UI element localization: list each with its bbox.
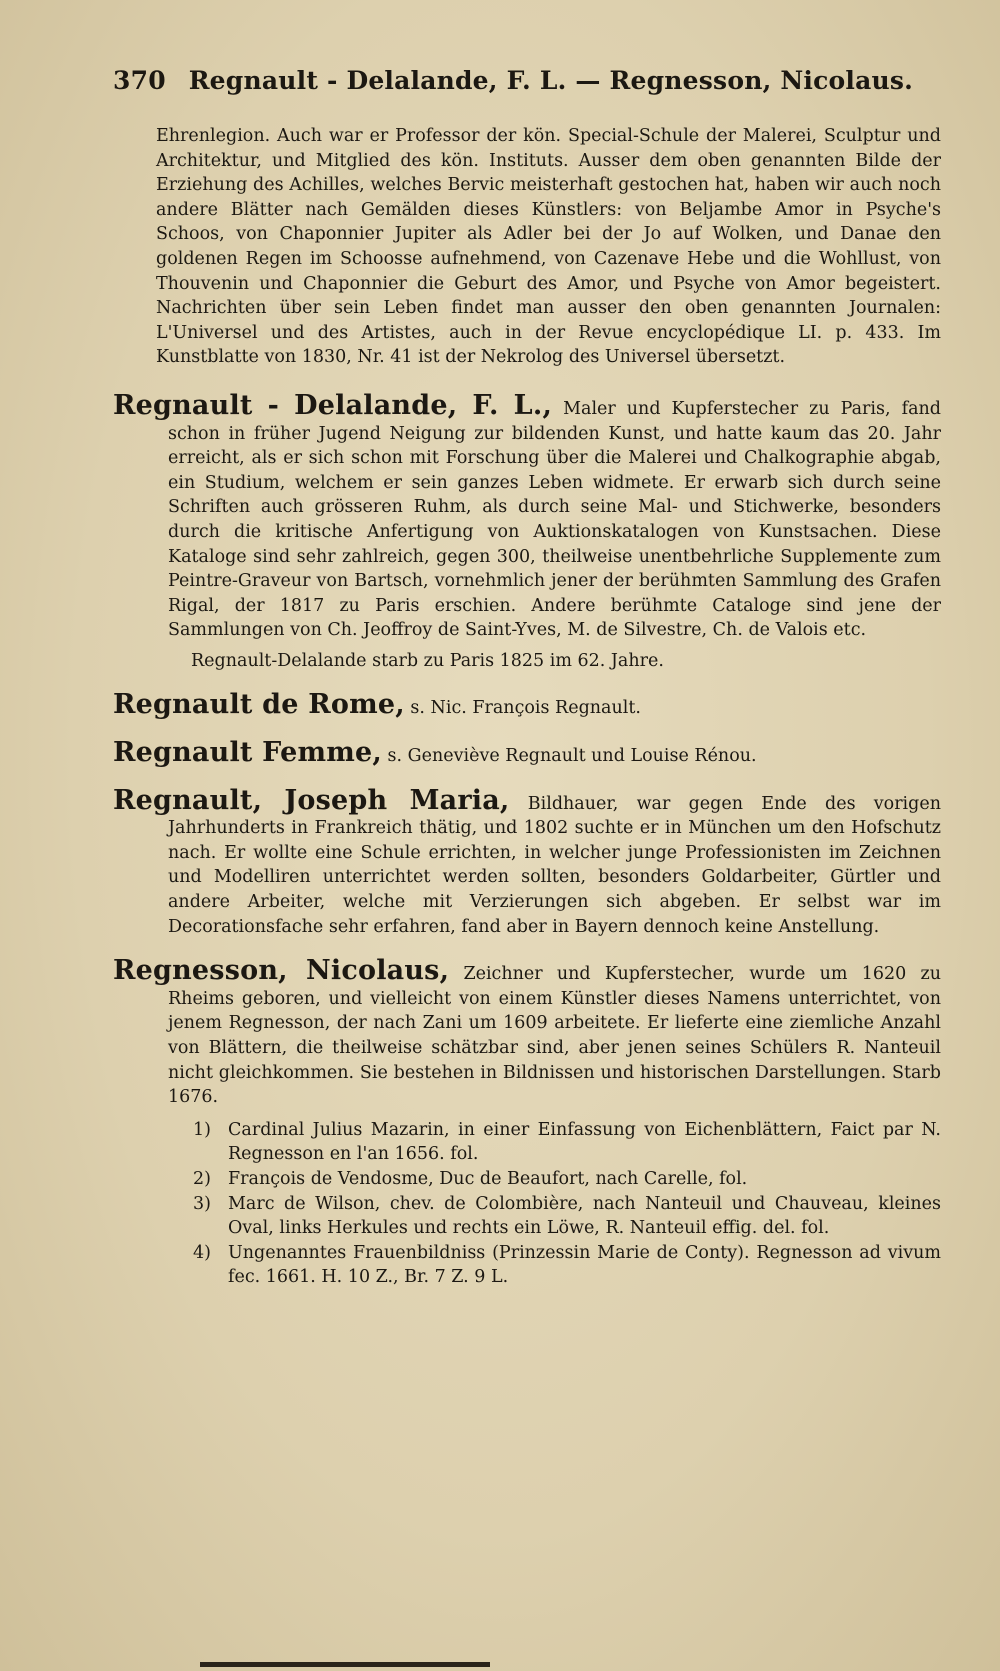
entry-text: Zeichner und Kupferstecher, wurde um 1620 zu Rheims geboren, und vielleicht von einem Künstler dieses Namens unterrichtet, von jenem Regnesson, der nach Zani um 1609 arbeitete. Er lieferte eine ziemliche Anzahl von Blättern, die theilweise schätzbar sind, aber jenen seines Schülers R. Nanteuil nicht gleichkommen. Sie bestehen in Bildnissen und historischen Darstellungen. Starb 1676. — [168, 964, 941, 1108]
work-number: 3) — [193, 1193, 211, 1214]
entry-text: s. Geneviève Regnault und Louise Rénou. — [387, 746, 757, 767]
entry-heading: Regnault Femme, — [113, 737, 382, 769]
work-number: 2) — [193, 1168, 211, 1189]
entry-regnault-delalande — [113, 389, 941, 643]
entry-regnault-joseph-maria — [113, 784, 941, 940]
list-item — [193, 1118, 941, 1167]
work-number: 4) — [193, 1242, 211, 1263]
work-number: 1) — [193, 1119, 211, 1140]
entry-text: Bildhauer, war gegen Ende des vorigen Jahrhunderts in Frankreich thätig, und 1802 suchte er in München um den Hofschutz nach. Er wollte eine Schule errichten, in welcher junge Professionisten im Zeichnen und Modelliren unterrichtet werden sollten, besonders Goldarbeiter, Gürtler und andere Arbeiter, welche mit Verzierungen sich abgeben. Er selbst war im Decorationsfache sehr erfahren, fand aber in Bayern dennoch keine Anstellung. — [168, 793, 941, 937]
entry-regnault-femme — [113, 737, 941, 769]
continued-entry-text: Ehrenlegion. Auch war er Professor der kön. Special-Schule der Malerei, Sculptur und Architektur, und Mitglied des kön. Instituts. Ausser dem oben genannten Bilde der Erziehung des Achilles, welches Bervic meisterhaft gestochen hat, haben wir auch noch andere Blätter nach Gemälden dieses Künstlers: von Beljambe Amor in Psyche's Schoos, von Chaponnier Jupiter als Adler bei der Jo auf Wolken, und Danae den goldenen Regen im Schoosse aufnehmend, von Cazenave Hebe und die Wohllust, von Thouvenin und Chaponnier die Geburt des Amor, und Psyche von Amor begeistert. Nachrichten über sein Leben findet man ausser den oben genannten Journalen: L'Universel und des Artistes, auch in der Revue encyclopédique LI. p. 433. Im Kunstblatte von 1830, Nr. 41 ist der Nekrolog des Universel übersetzt. — [156, 126, 941, 368]
bottom-rule — [200, 1662, 490, 1667]
work-text: Cardinal Julius Mazarin, in einer Einfassung von Eichenblättern, Faict par N. Regnesson en l'an 1656. fol. — [228, 1119, 941, 1165]
entry-heading: Regnault - Delalande, F. L., — [113, 389, 553, 421]
entry-text: Maler und Kupferstecher zu Paris, fand schon in früher Jugend Neigung zur bildenden Kunst, und hatte kaum das 20. Jahr erreicht, als er sich schon mit Forschung über die Malerei und Chalkographie abgab, ein Studium, welchem er sein ganzes Leben widmete. Er erwarb sich durch seine Schriften auch grösseren Ruhm, als durch seine Mal- und Stichwerke, besonders durch die kritische Anfertigung von Auktionskatalogen von Kunstsachen. Diese Kataloge sind sehr zahlreich, gegen 300, theilweise unentbehrliche Supplemente zum Peintre-Graveur von Bartsch, vornehmlich jener der berühmten Sammlung des Grafen Rigal, der 1817 zu Paris erschien. Andere berühmte Cataloge sind jene der Sammlungen von Ch. Jeoffroy de Saint-Yves, M. de Silvestre, Ch. de Valois etc. — [168, 398, 941, 641]
entry-heading: Regnault, Joseph Maria, — [113, 784, 510, 816]
running-title: Regnault - Delalande, F. L. — Regnesson, Nicolaus. — [188, 66, 914, 95]
entry-regnault-de-rome — [113, 689, 941, 721]
list-item — [193, 1192, 941, 1241]
page-number: 370 — [113, 66, 166, 95]
works-list — [193, 1118, 941, 1290]
entry-regnesson-nicolaus — [113, 955, 941, 1110]
work-text: Ungenanntes Frauenbildniss (Prinzessin Marie de Conty). Regnesson ad vivum fec. 1661. H. 10 Z., Br. 7 Z. 9 L. — [228, 1242, 941, 1288]
entry-closing-line: Regnault-Delalande starb zu Paris 1825 im 62. Jahre. — [191, 650, 664, 671]
entry-heading: Regnault de Rome, — [113, 689, 405, 721]
work-text: François de Vendosme, Duc de Beaufort, nach Carelle, fol. — [228, 1168, 748, 1189]
page-header — [113, 66, 914, 95]
entry-text: s. Nic. François Regnault. — [410, 698, 641, 719]
page-body — [113, 124, 941, 1290]
list-item — [193, 1167, 941, 1192]
work-text: Marc de Wilson, chev. de Colombière, nach Nanteuil und Chauveau, kleines Oval, links Herkules und rechts ein Löwe, R. Nanteuil effig. del. fol. — [228, 1193, 941, 1239]
list-item — [193, 1241, 941, 1290]
entry-heading: Regnesson, Nicolaus, — [113, 955, 450, 987]
